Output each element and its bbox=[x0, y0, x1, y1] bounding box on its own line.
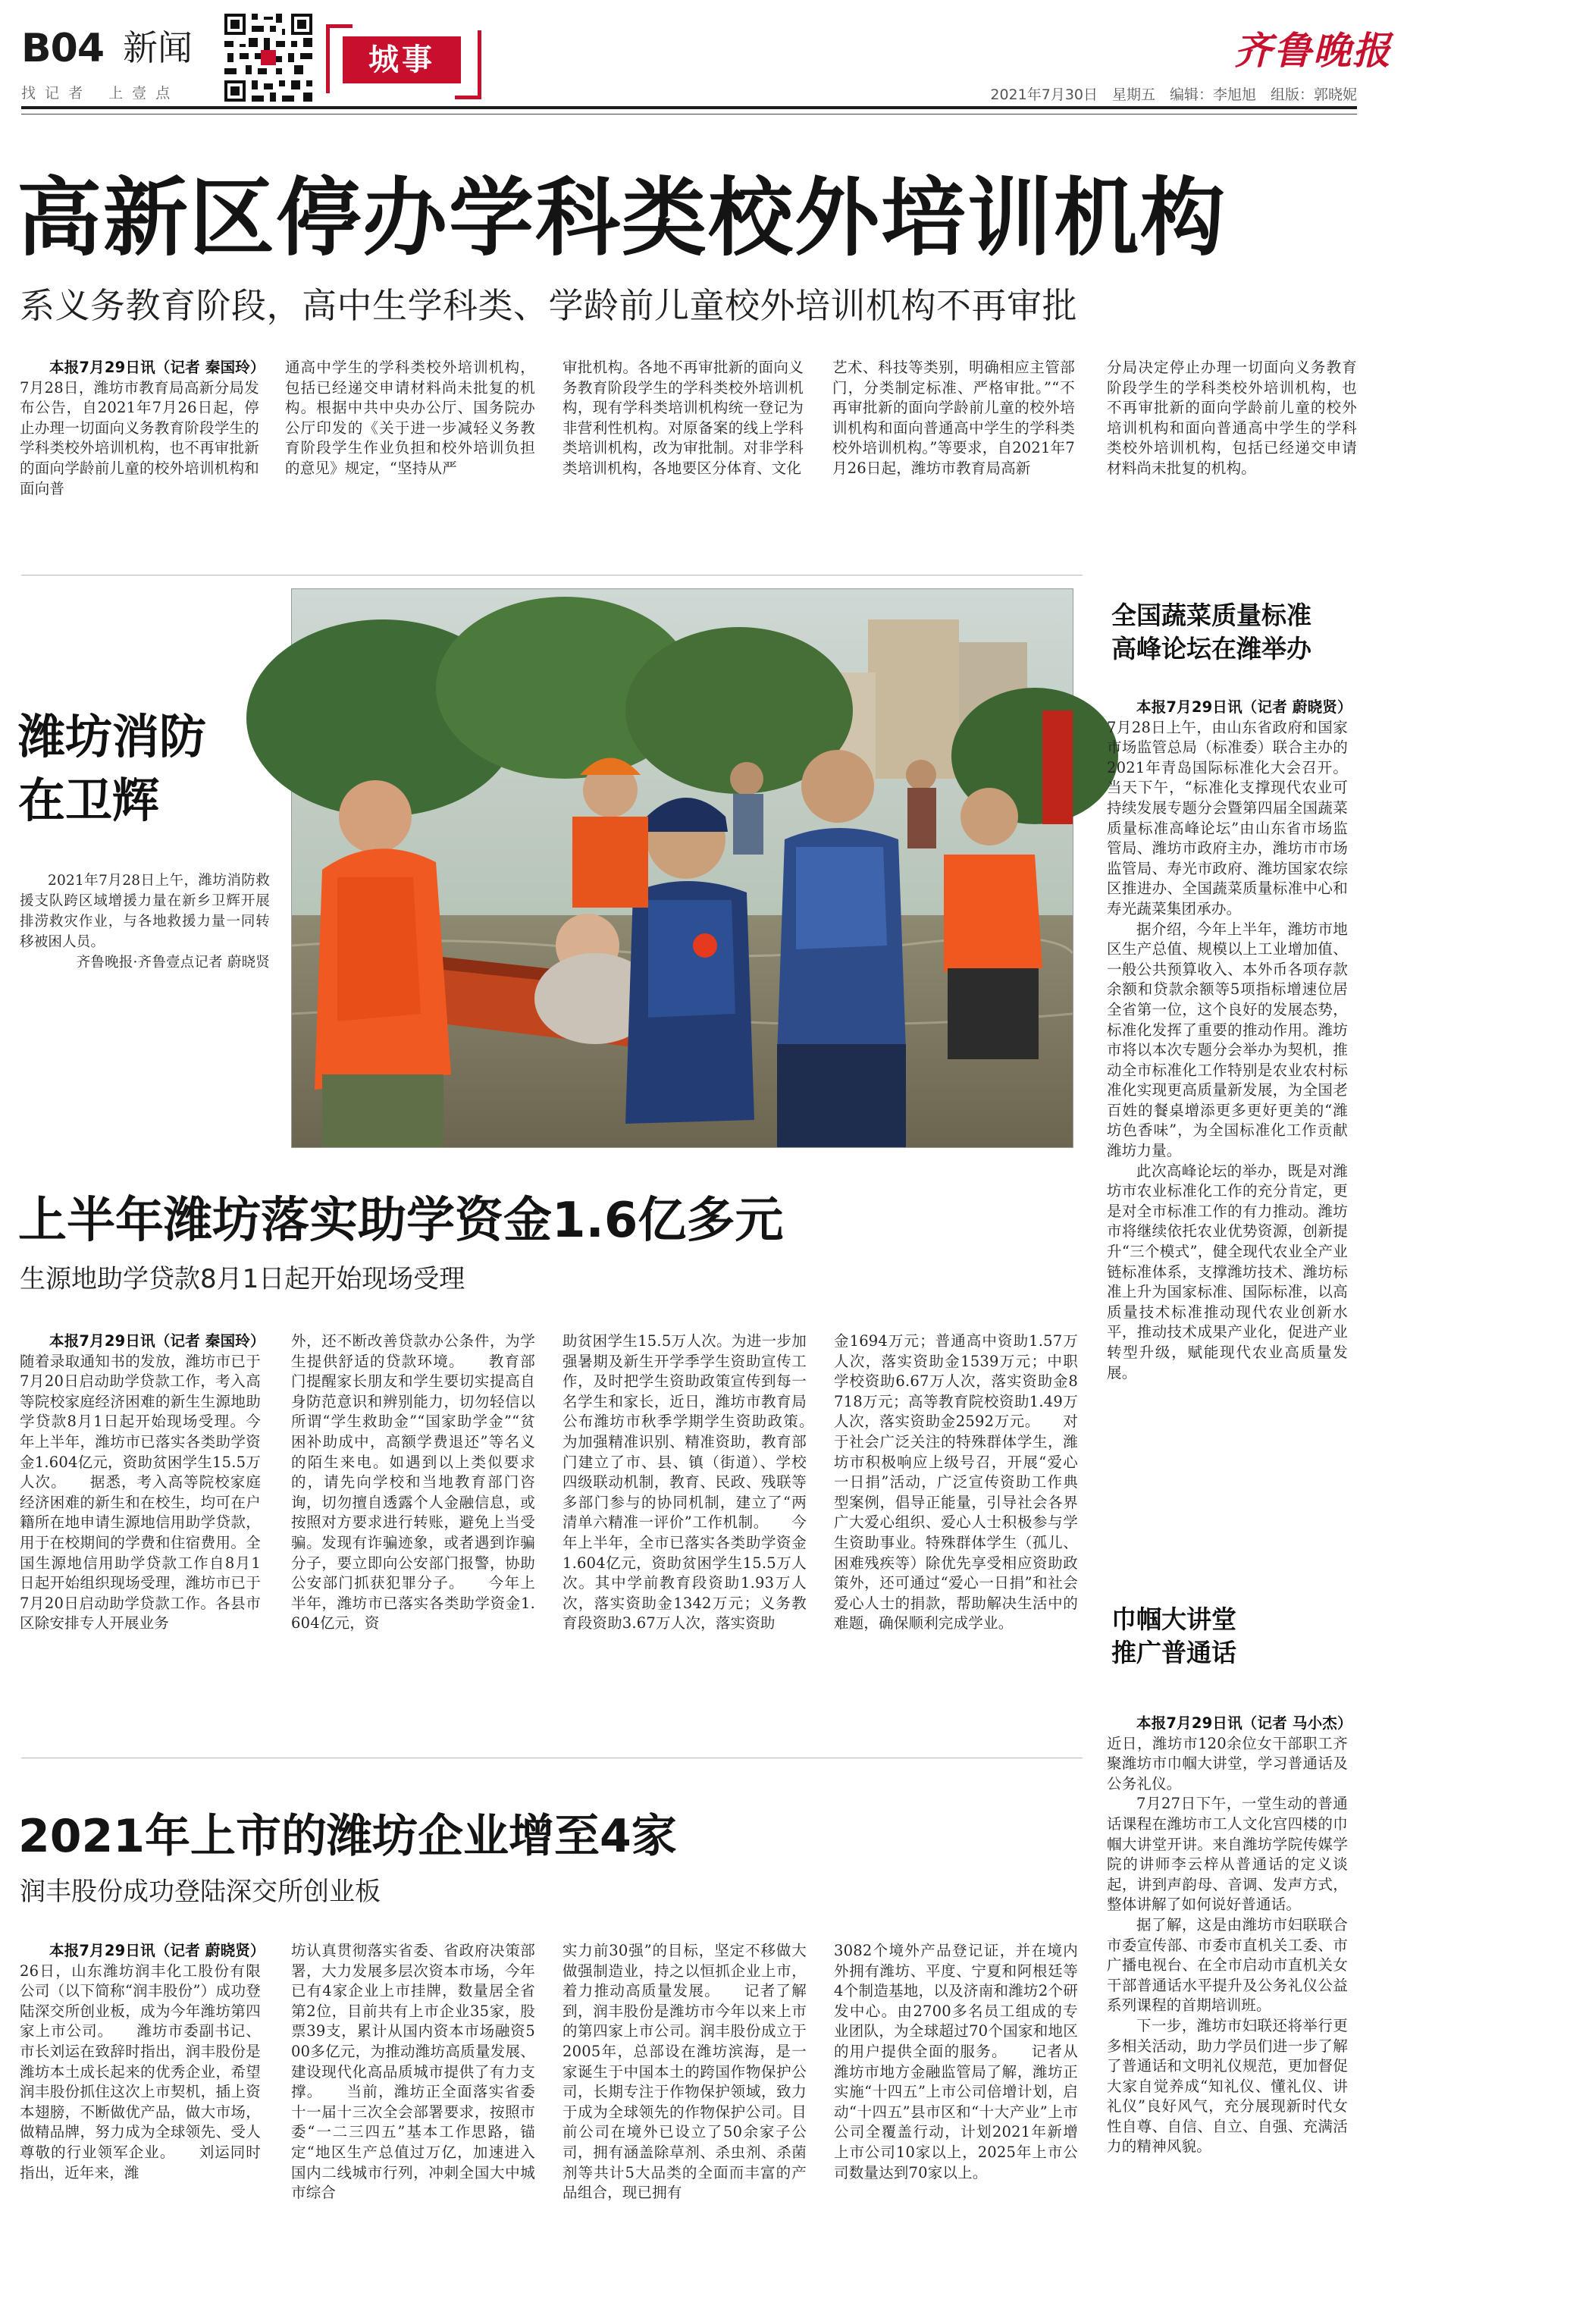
side1-body bbox=[1107, 698, 1352, 1509]
page-number: B04 bbox=[21, 26, 104, 71]
column-tag bbox=[326, 15, 493, 99]
side2-lead: 本报7月29日讯（记者 马小杰） bbox=[1136, 1714, 1352, 1732]
story1-subhead: 系义务教育阶段，高中生学科类、学龄前儿童校外培训机构不再审批 bbox=[20, 285, 1077, 326]
side2-title-line1: 巾帼大讲堂 bbox=[1111, 1604, 1236, 1634]
story2-col1 bbox=[20, 1331, 265, 1741]
masthead-slogan: 找 记 者 上 壹 点 bbox=[21, 85, 173, 102]
side1-title-line2: 高峰论坛在潍举办 bbox=[1111, 634, 1311, 663]
flood-rescue-image bbox=[292, 589, 1073, 1147]
side1-title-line1: 全国蔬菜质量标准 bbox=[1111, 601, 1311, 630]
story3-col4 bbox=[834, 1941, 1078, 2313]
photo-caption-text: 2021年7月28日上午，潍坊消防救援支队跨区域增援力量在新乡卫辉开展排涝救灾作业，与各地救援力量一同转移被困人员。 bbox=[20, 873, 270, 950]
story3-col1 bbox=[20, 1941, 265, 2313]
side1-para: 据介绍，今年上半年，潍坊市地区生产总值、规模以上工业增加值、一般公共预算收入、本外币各项存款余额和贷款余额等5项指标增速位居全省第一位，这个良好的发展态势，标准化发挥了重要的推动作用。潍坊市将以本次专题分会举办为契机，推动全市标准化工作特别是农业农村标准化实现更高质量新发展，为全国老百姓的餐桌增添更多更好更美的“潍坊色香味”，为全国标准化工作贡献潍坊力量。 bbox=[1107, 920, 1348, 1160]
story1-col4 bbox=[832, 358, 1075, 550]
story1-col5 bbox=[1107, 358, 1357, 550]
story1-col1 bbox=[20, 358, 265, 550]
qr-code[interactable] bbox=[221, 11, 315, 105]
story1-text: 艺术、科技等类别，明确相应主管部门，分类制定标准、严格审批。”“不再审批新的面向学龄前儿童的校外培训机构和面向普通高中学生的学科类校外培训机构。”等要求，自2021年7月26日起，潍坊市教育局高新 bbox=[832, 359, 1075, 477]
side1-para: 此次高峰论坛的举办，既是对潍坊市农业标准化工作的充分肯定，更是对全市标准工作的有力推动。潍坊市将继续依托农业优势资源，创新提升“三个模式”，健全现代农业全产业链标准体系，支撑潍坊技术、潍坊标准上升为国家标准、国际标准，以高质量技术标准推动现代农业创新水平，推动技术成果产业化，促进产业转型升级，赋能现代农业高质量发展。 bbox=[1107, 1162, 1348, 1382]
photo-caption bbox=[20, 870, 270, 973]
side1-lead: 本报7月29日讯（记者 蔚晓贤） bbox=[1136, 698, 1352, 716]
story1-text: 审批机构。各地不再审批新的面向义务教育阶段学生的学科类校外培训机构，现有学科类培训机构统一登记为非营利性机构。对原备案的线上学科类培训机构，改为审批制。对非学科类培训机构，各地要区分体育、文化 bbox=[563, 359, 804, 477]
brand-logo: 齐鲁晚报 bbox=[1234, 28, 1392, 73]
side2-title-line2: 推广普通话 bbox=[1111, 1638, 1236, 1667]
photo-story-title bbox=[18, 705, 206, 833]
story3-text: 坊认真贯彻落实省委、省政府决策部署，大力发展多层次资本市场，今年已有4家企业上市挂牌，数量居全省第2位，目前共有上市企业35家，股票39支，累计从国内资本市场融资500多亿元，为推动潍坊高质量发展、建设现代化高品质城市提供了有力支撑。 当前，潍坊正全面落实省委十一届十三次全会部署要求，按照市委“一二三四五”基本工作思路，锚定“地区生产总值过万亿，加速进入国内二线城市行列，冲刺全国大中城市综合 bbox=[291, 1942, 535, 2202]
tag-bracket-right bbox=[455, 30, 481, 99]
photo-credit: 齐鲁晚报·齐鲁壹点记者 蔚晓贤 bbox=[76, 955, 270, 971]
side2-body bbox=[1107, 1714, 1352, 2313]
story3-subhead: 润丰股份成功登陆深交所创业板 bbox=[20, 1877, 381, 1907]
story3-text: 实力前30强”的目标，坚定不移做大做强制造业，持之以恒抓企业上市，着力推动高质量发展。 记者了解到，润丰股份是潍坊市今年以来上市的第四家上市公司。润丰股份成立于2005年，总部设在潍坊滨海，是一家诞生于中国本土的跨国作物保护公司，长期专注于作物保护领域，致力于成为全球领先的作物保护公司。目前公司在境外已设立了50余家子公司，拥有涵盖除草剂、杀虫剂、杀菌剂等共计5大品类的全面而丰富的产品组合，现已拥有 bbox=[563, 1942, 807, 2202]
story2-text: 随着录取通知书的发放，潍坊市已于7月20日启动助学贷款工作，考入高等院校家庭经济困难的新生生源地助学贷款8月1日起开始现场受理。今年上半年，潍坊市已落实各类助学资金1.604亿元，资助贫困学生15.5万人次。 据悉，考入高等院校家庭经济困难的新生和在校生，均可在户籍所在地申请生源地信用助学贷款，用于在校期间的学费和住宿费用。全国生源地信用助学贷款工作自8月1日起开始组织现场受理，潍坊市已于7月20日启动助学贷款工作。各县市区除安排专人开展业务 bbox=[20, 1352, 261, 1632]
story1-text: 分局决定停止办理一切面向义务教育阶段学生的学科类校外培训机构，也不再审批新的面向学龄前儿童的校外培训机构和面向普通高中学生的学科类校外培训机构，包括已经递交申请材料尚未批复的机构。 bbox=[1107, 359, 1357, 477]
story3-headline: 2021年上市的潍坊企业增至4家 bbox=[18, 1810, 677, 1863]
story3-text: 26日，山东潍坊润丰化工股份有限公司（以下简称“润丰股份”）成功登陆深交所创业板，成为今年潍坊第四家上市公司。 潍坊市委副书记、市长刘运在致辞时指出，润丰股份是潍坊本土成长起来的优秀企业，希望润丰股份抓住这次上市契机，插上资本翅膀，不断做优产品，做大市场，做精品牌，努力成为全球领先、受人尊敬的行业领军企业。 刘运同时指出，近年来，潍 bbox=[20, 1962, 261, 2181]
side2-para: 7月27日下午，一堂生动的普通话课程在潍坊市工人文化宫四楼的巾帼大讲堂开讲。来自潍坊学院传媒学院的讲师李云梓从普通话的定义谈起，讲到声韵母、音调、发声方式，整体讲解了如何说好普通话。 bbox=[1107, 1795, 1348, 1914]
story1-col3 bbox=[563, 358, 804, 550]
story2-col4 bbox=[834, 1331, 1078, 1741]
story3-col2 bbox=[291, 1941, 535, 2313]
story3-col3 bbox=[563, 1941, 807, 2313]
story1-text: 7月28日，潍坊市教育局高新分局发布公告，自2021年7月26日起，停止办理一切面向义务教育阶段学生的学科类校外培训机构，也不再审批新的面向学龄前儿童的校外培训机构和面向普 bbox=[20, 378, 259, 497]
story1-lead: 本报7月29日讯（记者 秦国玲） bbox=[49, 359, 265, 376]
story3-lead: 本报7月29日讯（记者 蔚晓贤） bbox=[49, 1942, 265, 1959]
photo-title-line2: 在卫辉 bbox=[18, 773, 160, 828]
photo-title-line1: 潍坊消防 bbox=[18, 709, 207, 764]
side2-para: 近日，潍坊市120余位女干部职工齐聚潍坊市巾帼大讲堂，学习普通话及公务礼仪。 bbox=[1107, 1734, 1348, 1792]
dateline: 2021年7月30日 星期五 编辑：李旭旭 组版：郭晓妮 bbox=[990, 86, 1357, 103]
side2-para: 下一步，潍坊市妇联还将举行更多相关活动，助力学员们进一步了解了普通话和文明礼仪规范，更加督促大家自觉养成“知礼仪、懂礼仪、讲礼仪”良好风气，充分展现新时代女性自尊、自信、自立、自强、充满活力的精神风貌。 bbox=[1107, 2016, 1348, 2156]
story1-text: 通高中学生的学科类校外培训机构，包括已经递交申请材料尚未批复的机构。根据中共中央办公厅、国务院办公厅印发的《关于进一步减轻义务教育阶段学生作业负担和校外培训负担的意见》规定，“坚持从严 bbox=[285, 359, 535, 477]
side2-title bbox=[1111, 1603, 1236, 1670]
story2-col2 bbox=[291, 1331, 535, 1741]
side1-para: 7月28日上午，由山东省政府和国家市场监管总局（标准委）联合主办的2021年青岛国际标准化大会召开。当天下午，“标准化支撑现代农业可持续发展专题分会暨第四届全国蔬菜质量标准高峰论坛”由山东省市场监管局、潍坊市政府主办，潍坊市市场监管局、寿光市政府、潍坊国家农综区推进办、全国蔬菜质量标准中心和寿光蔬菜集团承办。 bbox=[1107, 718, 1348, 917]
story2-text: 外，还不断改善贷款办公条件，为学生提供舒适的贷款环境。 教育部门提醒家长朋友和学生要切实提高自身防范意识和辨别能力，切勿轻信以所谓“学生救助金”“国家助学金”“贫困补助成中，高额学费退还”等名义的陌生来电。如遇到以上类似要求的，请先向学校和当地教育部门咨询，切勿擅自透露个人金融信息，或按照对方要求进行转账，避免上当受骗。发现有诈骗迹象，或者遇到诈骗分子，要立即向公安部门报警，协助公安部门抓获犯罪分子。 今年上半年，潍坊市已落实各类助学资金1.604亿元，资 bbox=[291, 1332, 535, 1632]
side2-para: 据了解，这是由潍坊市妇联联合市委宣传部、市委市直机关工委、市广播电视台、在全市启动市直机关女干部普通话水平提升及公务礼仪公益系列课程的首期培训班。 bbox=[1107, 1915, 1348, 2015]
story1-headline: 高新区停办学科类校外培训机构 bbox=[17, 169, 1227, 268]
side1-title bbox=[1111, 599, 1311, 666]
story2-lead: 本报7月29日讯（记者 秦国玲） bbox=[49, 1332, 265, 1350]
story2-subhead: 生源地助学贷款8月1日起开始现场受理 bbox=[20, 1264, 465, 1294]
story2-text: 助贫困学生15.5万人次。为进一步加强暑期及新生开学季学生资助宣传工作，及时把学生资助政策宣传到每一名学生和家长，近日，潍坊市教育局公布潍坊市秋季学期学生资助政策。 为加强精准识别、精准资助，教育部门建立了市、县、镇（街道）、学校四级联动机制，教育、民政、残联等多部门参与的协同机制，建立了“两清单六精准一评价”工作机制。 今年上半年，全市已落实各类助学资金1.604亿元，资助贫困学生15.5万人次。其中学前教育段资助1.93万人次，落实资助金1342万元；义务教育段资助3.67万人次，落实资助 bbox=[563, 1332, 837, 1632]
column-label: 城事 bbox=[343, 36, 461, 83]
qr-code-icon bbox=[221, 11, 315, 105]
story2-text: 金1694万元；普通高中资助1.57万人次，落实资助金1539万元；中职学校资助6.67万人次，落实资助金8718万元；高等教育院校资助1.49万人次，落实资助金2592万元。 对于社会广泛关注的特殊群体学生，潍坊市积极响应上级号召，开展“爱心一日捐”活动，广泛宣传资助工作典型案例，倡导正能量，引导社会各界广大爱心组织、爱心人士积极参与学生资助事业。特殊群体学生（孤儿、困难残疾等）除优先享受相应资助政策外，还可通过“爱心一日捐”和社会爱心人士的捐款，帮助解决生活中的难题，确保顺利完成学业。 bbox=[834, 1332, 1078, 1632]
masthead-rule bbox=[21, 106, 1357, 109]
story2-headline: 上半年潍坊落实助学资金1.6亿多元 bbox=[18, 1193, 784, 1249]
section-name: 新闻 bbox=[123, 27, 193, 68]
story3-text: 3082个境外产品登记证，并在境内外拥有潍坊、平度、宁夏和阿根廷等4个制造基地，以及济南和潍坊2个研发中心。由2700多名员工组成的专业团队，为全球超过70个国家和地区的用户提供全面的服务。 记者从潍坊市地方金融监管局了解，潍坊正实施“十四五”上市公司倍增计划，启动“十四五”县市区和“十大产业”上市公司全覆盖行动，计划2021年新增上市公司10家以上，2025年上市公司数量达到70家以上。 bbox=[834, 1942, 1078, 2181]
story1-col2 bbox=[285, 358, 535, 550]
story2-col3 bbox=[563, 1331, 837, 1741]
section-divider bbox=[21, 575, 1083, 576]
rescue-photo bbox=[291, 588, 1073, 1148]
